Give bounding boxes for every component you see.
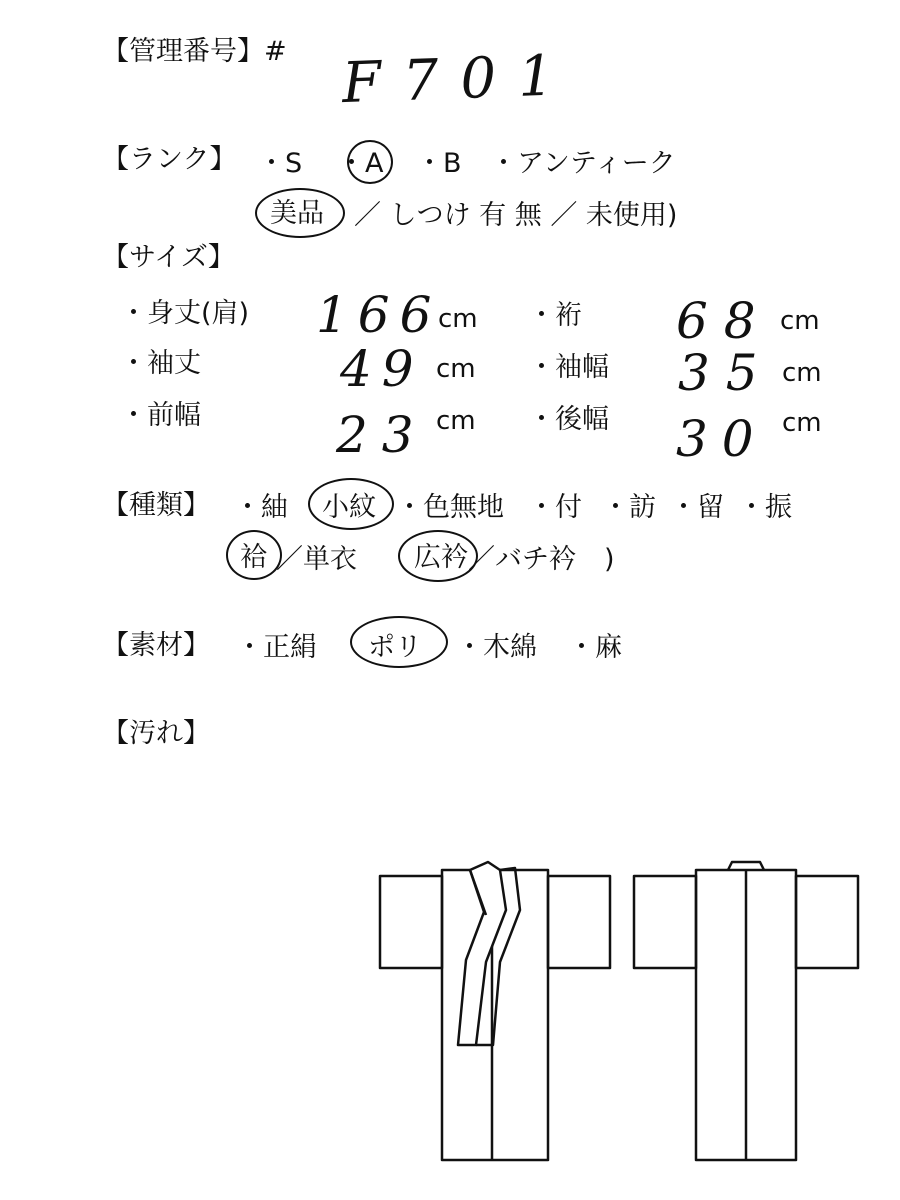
rank-option-b: ・B xyxy=(416,148,462,179)
size-unit-mitake: cm xyxy=(438,304,478,334)
type-label: 【種類】 xyxy=(102,490,210,521)
rank-option-antique: ・アンティーク xyxy=(490,148,676,179)
material-label: 【素材】 xyxy=(102,630,210,661)
size-value-sodetake: 49 xyxy=(340,340,424,398)
size-value-mitake: 166 xyxy=(316,286,442,344)
back-right-sleeve xyxy=(796,876,858,968)
rank-option-a: ・A xyxy=(338,148,384,179)
type-option-hiroeri: 広衿 xyxy=(414,542,468,573)
size-unit-yuki: cm xyxy=(780,306,820,336)
front-collar xyxy=(458,862,506,1045)
size-unit-sodehaba: cm xyxy=(782,358,822,388)
size-name-sodehaba: ・袖幅 xyxy=(528,352,609,383)
type-option-awase: 袷 xyxy=(240,542,267,573)
type-option-tome: ・留 xyxy=(670,492,724,523)
size-name-yuki: ・裄 xyxy=(528,300,582,331)
size-unit-sodetake: cm xyxy=(436,354,476,384)
size-value-yuki: 68 xyxy=(676,292,772,350)
type-option-hou: ・訪 xyxy=(602,492,656,523)
rank-option-s: ・S xyxy=(258,148,303,179)
size-label: 【サイズ】 xyxy=(102,242,235,273)
type-option-tsumugi: ・紬 xyxy=(234,492,288,523)
type-closing-paren: ) xyxy=(604,544,615,575)
management-number: F701 xyxy=(340,42,577,117)
type-option-bachieri: ／バチ衿 xyxy=(468,544,576,575)
size-value-sodehaba: 35 xyxy=(678,344,774,402)
type-option-furi: ・振 xyxy=(738,492,792,523)
size-name-maehaba: ・前幅 xyxy=(120,400,201,431)
type-option-tsuke: ・付 xyxy=(528,492,582,523)
rank-label: 【ランク】 xyxy=(102,144,237,175)
size-name-atohaba: ・後幅 xyxy=(528,404,609,435)
kimono-front-diagram xyxy=(380,862,610,1160)
material-option-asa: ・麻 xyxy=(568,632,622,663)
front-right-sleeve xyxy=(548,876,610,968)
type-option-iromuji: ・色無地 xyxy=(396,492,504,523)
size-unit-atohaba: cm xyxy=(782,408,822,438)
material-option-momen: ・木綿 xyxy=(456,632,537,663)
front-left-sleeve xyxy=(380,876,442,968)
size-value-atohaba: 30 xyxy=(676,410,768,468)
condition-options-rest: ／ しつけ 有 無 ／ 未使用) xyxy=(354,200,678,231)
size-name-mitake: ・身丈(肩) xyxy=(120,298,250,329)
material-option-shouken: ・正絹 xyxy=(236,632,317,663)
size-name-sodetake: ・袖丈 xyxy=(120,348,201,379)
type-option-komon: 小紋 xyxy=(322,492,376,523)
condition-option-bihin: 美品 xyxy=(270,198,324,229)
kimono-back-diagram xyxy=(634,862,858,1160)
type-option-hitoe: ／単衣 xyxy=(276,544,357,575)
stain-label: 【汚れ】 xyxy=(102,718,210,749)
material-option-poly: ポリ xyxy=(368,632,422,663)
back-left-sleeve xyxy=(634,876,696,968)
size-unit-maehaba: cm xyxy=(436,406,476,436)
size-value-maehaba: 23 xyxy=(336,406,428,464)
management-label: 【管理番号】# xyxy=(102,36,287,67)
